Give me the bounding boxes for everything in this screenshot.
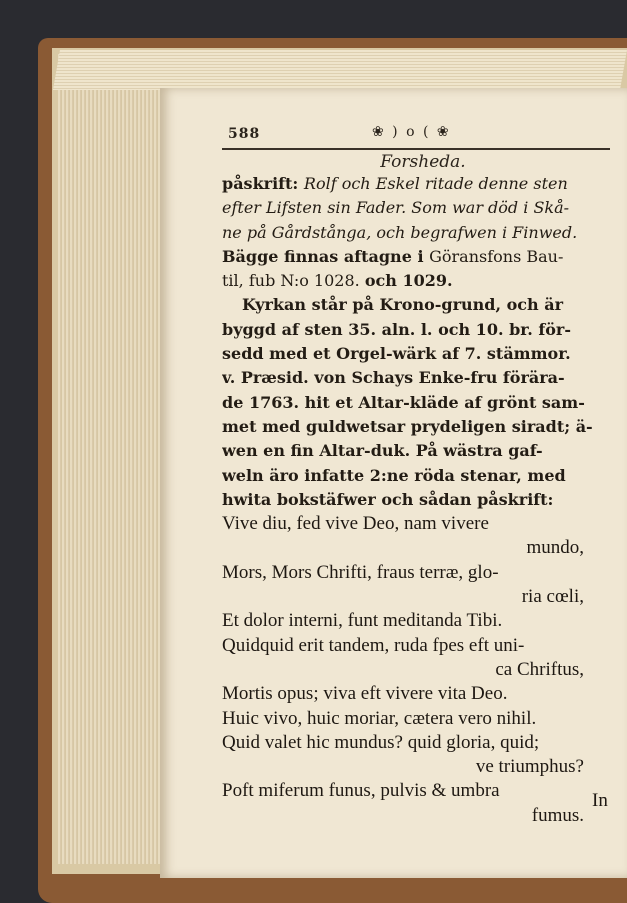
poem-line: Mors, Mors Chrifti, fraus terræ, glo- — [222, 561, 499, 583]
text-line: met med guldwetsar prydeligen siradt; ä- — [222, 416, 593, 436]
poem-line-continuation: ve triumphus? — [475, 756, 584, 778]
text-line: efter Lifsten sin Fader. Som war död i Skå- — [222, 198, 570, 218]
page-edges — [58, 54, 169, 864]
paragraph-inscription — [222, 172, 614, 293]
poem-line: Et dolor interni, funt meditanda Tibi. — [222, 610, 503, 632]
poem-line: Quid valet hic mundus? quid gloria, quid; — [222, 731, 540, 753]
text-line: de 1763. hit et Altar-kläde af grönt sam- — [222, 392, 585, 412]
latin-poem — [222, 512, 614, 828]
text-line: til, fub N:o 1028. och 1029. — [222, 271, 453, 291]
section-title: Forsheda. — [380, 152, 466, 172]
header-rule — [222, 148, 610, 150]
text-line: påskrift: Rolf och Eskel ritade denne sten — [222, 174, 568, 193]
running-head — [222, 122, 614, 146]
page-content — [222, 122, 614, 828]
poem-line-continuation: mundo, — [526, 537, 584, 559]
text-line: byggd af sten 35. aln. l. och 10. br. för- — [222, 319, 571, 339]
poem-line-continuation: ca Chriftus, — [495, 658, 584, 680]
text-line: Kyrkan står på Krono-grund, och är — [242, 295, 564, 315]
text-line: weln äro infatte 2:ne röda stenar, med — [222, 465, 566, 485]
poem-line-continuation: ria cœli, — [521, 586, 584, 608]
text-line: v. Præsid. von Schays Enke-fru förära- — [222, 368, 565, 388]
top-page-edges — [53, 50, 627, 90]
text-line: Bägge finnas aftagne i Göransfons Bau- — [222, 246, 564, 266]
text-line: sedd med et Orgel-wärk af 7. stämmor. — [222, 344, 571, 364]
poem-line: Mortis opus; viva eft vivere vita Deo. — [222, 683, 508, 705]
poem-line: Quidquid erit tandem, ruda fpes eft uni- — [222, 634, 525, 656]
ornament-icon: ❀ ) o ( ❀ — [372, 124, 451, 140]
catchword: In — [592, 790, 608, 811]
poem-line: Huic vivo, huic moriar, cætera vero nihil. — [222, 707, 537, 729]
poem-line: Vive diu, fed vive Deo, nam vivere — [222, 513, 489, 535]
text-line: hwita bokstäfwer och sådan påskrift: — [222, 489, 554, 509]
page-number: 588 — [228, 126, 261, 142]
paragraph-church — [222, 293, 614, 512]
poem-line-continuation: fumus. — [531, 804, 584, 826]
text-line: wen en fin Altar-duk. På wästra gaf- — [222, 441, 543, 461]
text-line: ne på Gårdstånga, och begrafwen i Finwed. — [222, 222, 578, 242]
poem-line: Poft miferum funus, pulvis & umbra — [222, 780, 500, 802]
